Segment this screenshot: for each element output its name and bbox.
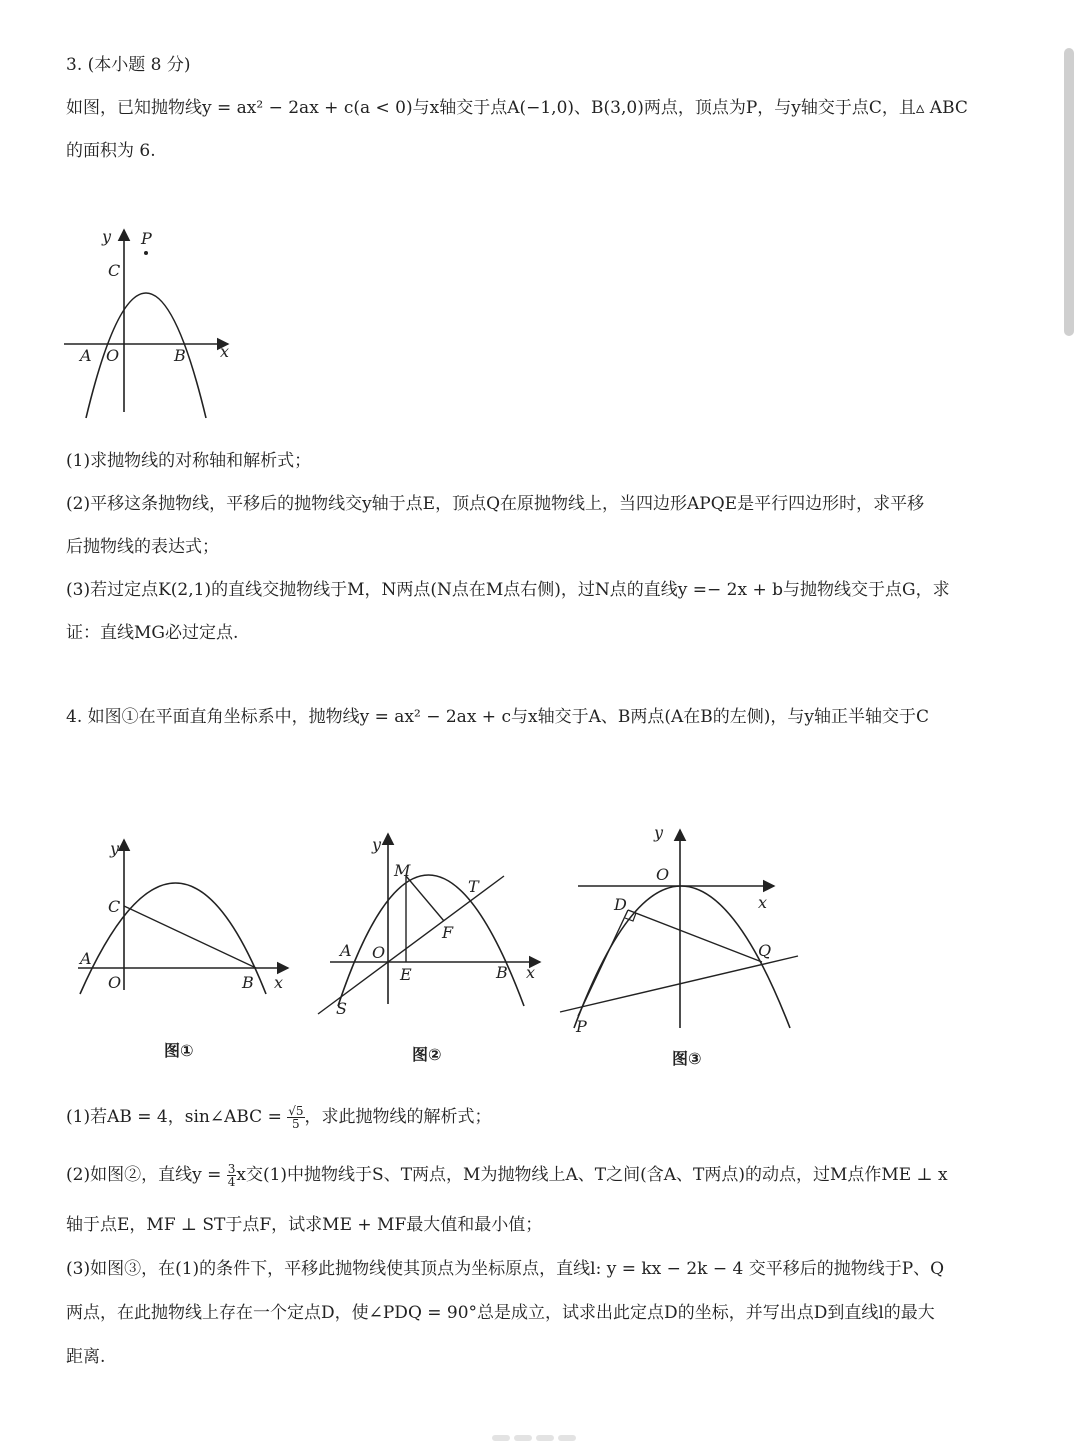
- label-A: A: [340, 941, 352, 960]
- label-O: O: [106, 346, 120, 365]
- label-A: A: [80, 346, 92, 365]
- label-y: y: [372, 835, 382, 854]
- label-S: S: [336, 999, 347, 1018]
- scrollbar-thumb[interactable]: [1064, 48, 1074, 336]
- line-l: [560, 956, 798, 1012]
- segment-MF: [406, 876, 444, 921]
- label-D: D: [614, 895, 627, 914]
- q4-part2-line1: [66, 1162, 948, 1188]
- q4-part2-pre: (2)如图②，直线y =: [66, 1165, 227, 1185]
- fig1-caption: 图①: [164, 1041, 194, 1060]
- q3-intro-line1: 如图，已知抛物线y = ax² − 2ax + c(a < 0)与x轴交于点A(−1,0)、B(3,0)两点，顶点为P，与y轴交于点C，且▵ ABC: [66, 98, 968, 118]
- label-y: y: [102, 227, 112, 246]
- label-E: E: [400, 965, 412, 984]
- parabola: [338, 875, 524, 1006]
- label-x: x: [758, 893, 768, 912]
- label-x: x: [526, 963, 536, 982]
- q4-part2-line2: 轴于点E，MF ⊥ ST于点F，试求ME + MF最大值和最小值；: [66, 1215, 543, 1235]
- q3-intro-line2: 的面积为 6.: [66, 141, 156, 161]
- label-O: O: [656, 865, 670, 884]
- frac-num: √5: [288, 1104, 304, 1118]
- q4-figure-3: [556, 822, 806, 1036]
- parabola: [86, 293, 206, 418]
- q3-part1: (1)求抛物线的对称轴和解析式；: [66, 451, 312, 471]
- label-O: O: [372, 943, 386, 962]
- q3-part3-line1: (3)若过定点K(2,1)的直线交抛物线于M，N两点(N点在M点右侧)，过N点的直线y =− 2x + b与抛物线交于点G，求: [66, 580, 950, 600]
- q4-part3-line3: 距离.: [66, 1347, 106, 1367]
- frac-num: 3: [227, 1162, 236, 1176]
- page-dot[interactable]: [514, 1435, 532, 1441]
- label-M: M: [394, 861, 411, 880]
- frac-den: 5: [292, 1117, 300, 1131]
- label-T: T: [468, 877, 479, 896]
- segment-DQ: [628, 910, 762, 962]
- label-F: F: [442, 923, 454, 942]
- q3-figure: [60, 222, 250, 422]
- fig3-caption: 图③: [672, 1049, 702, 1068]
- label-C: C: [108, 261, 121, 280]
- label-y: y: [110, 839, 120, 858]
- label-B: B: [174, 346, 186, 365]
- label-C: C: [108, 897, 121, 916]
- q4-part1-post: ，求此抛物线的解析式；: [304, 1107, 492, 1127]
- q4-part2-post: x交(1)中抛物线于S、T两点，M为抛物线上A、T之间(含A、T两点)的动点，过M点作ME ⊥ x: [236, 1165, 948, 1185]
- label-x: x: [220, 342, 230, 361]
- segment-DP: [578, 910, 628, 1016]
- segment-CB: [124, 906, 256, 968]
- q4-part2-fraction: [227, 1163, 237, 1188]
- page-indicator: [492, 1426, 580, 1434]
- label-P: P: [141, 229, 152, 248]
- label-B: B: [496, 963, 508, 982]
- fig2-caption: 图②: [412, 1045, 442, 1064]
- q3-part2-line1: (2)平移这条抛物线，平移后的抛物线交y轴于点E，顶点Q在原抛物线上，当四边形APQE是平行四边形时，求平移: [66, 494, 925, 514]
- label-A: A: [80, 949, 92, 968]
- q3-part3-line2: 证：直线MG必过定点.: [66, 623, 239, 643]
- q4-part1-pre: (1)若AB = 4，sin∠ABC =: [66, 1107, 288, 1127]
- q4-part1: [66, 1104, 492, 1130]
- page-dot[interactable]: [558, 1435, 576, 1441]
- q3-heading: 3. (本小题 8 分): [66, 55, 191, 75]
- page-dot[interactable]: [492, 1435, 510, 1441]
- q3-part2-line2: 后抛物线的表达式；: [66, 537, 219, 557]
- label-y: y: [654, 823, 664, 842]
- q4-intro: 4. 如图①在平面直角坐标系中，抛物线y = ax² − 2ax + c与x轴交于A、B两点(A在B的左侧)，与y轴正半轴交于C: [66, 707, 929, 727]
- q4-part3-line2: 两点，在此抛物线上存在一个定点D，使∠PDQ = 90°总是成立，试求出此定点D的坐标，并写出点D到直线l的最大: [66, 1303, 935, 1323]
- page-dot[interactable]: [536, 1435, 554, 1441]
- label-x: x: [274, 973, 284, 992]
- label-Q: Q: [758, 941, 772, 960]
- q4-figure-2: [312, 828, 552, 1024]
- label-P: P: [576, 1017, 587, 1036]
- q4-figure-1: [70, 832, 300, 1012]
- q4-part1-fraction: [287, 1105, 304, 1130]
- vertex-point: [144, 251, 148, 255]
- q4-part3-line1: (3)如图③，在(1)的条件下，平移此抛物线使其顶点为坐标原点，直线l: y = kx − 2k − 4 交平移后的抛物线于P、Q: [66, 1259, 945, 1279]
- label-B: B: [242, 973, 254, 992]
- frac-den: 4: [227, 1175, 236, 1189]
- label-O: O: [108, 973, 122, 992]
